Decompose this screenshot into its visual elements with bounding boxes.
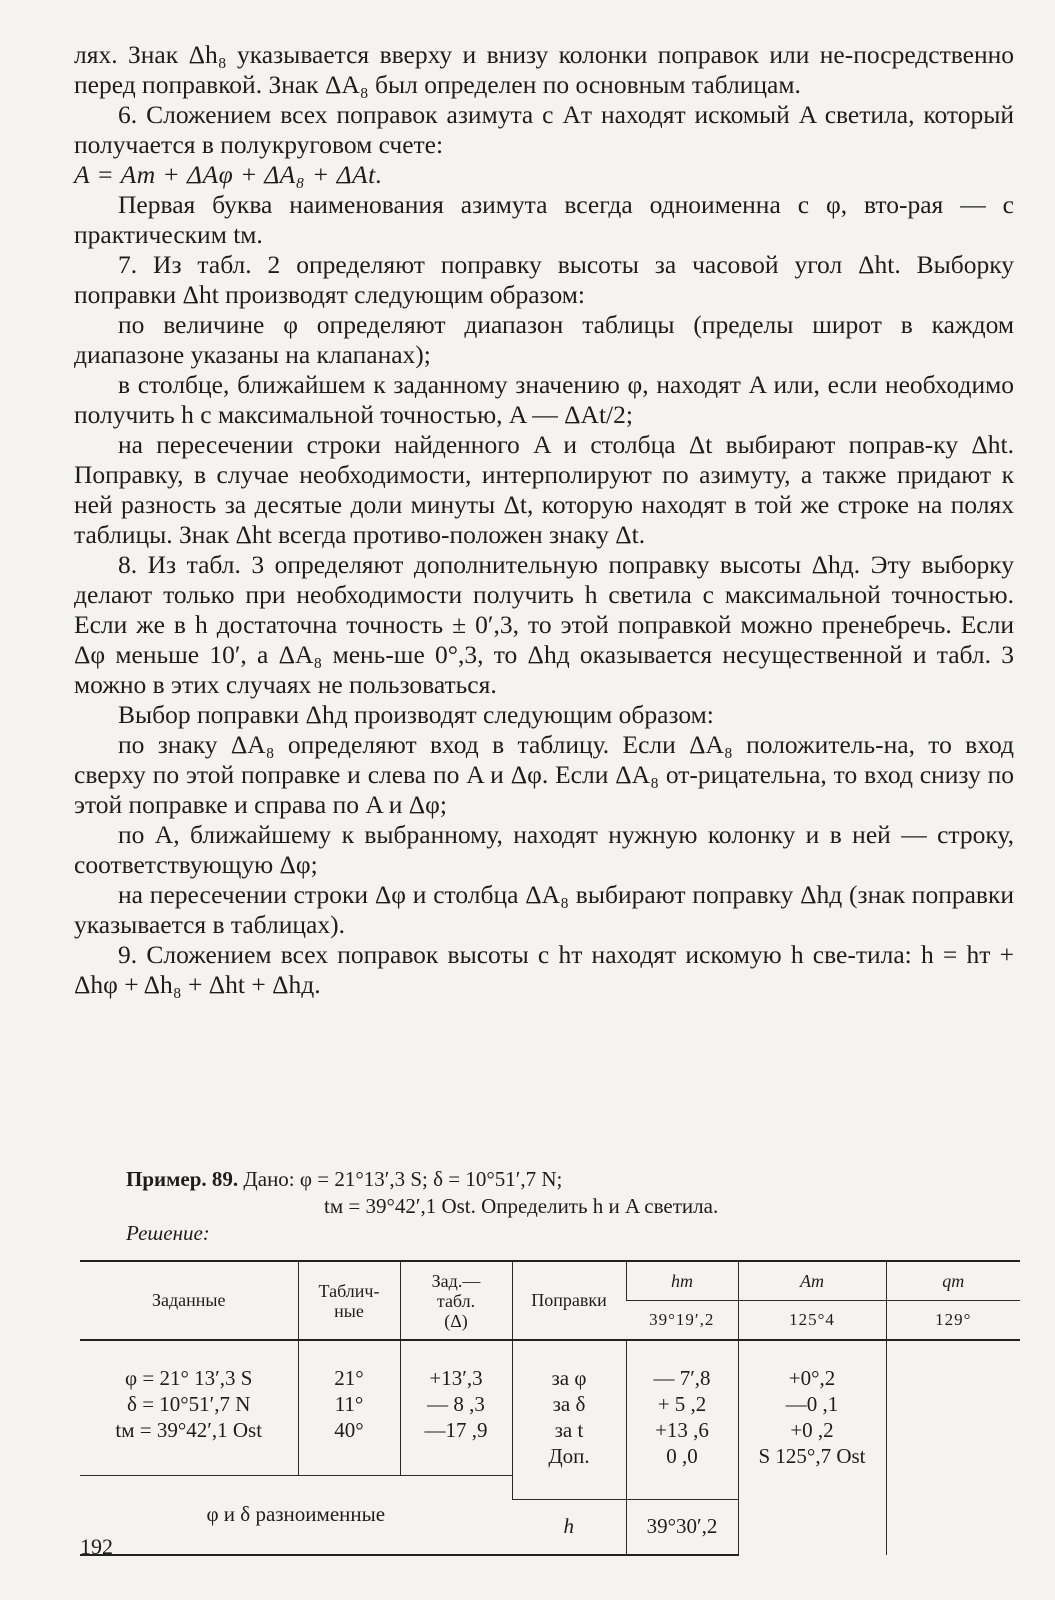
ht-cell (626, 1340, 738, 1475)
corrections-cell (512, 1340, 626, 1475)
spacer-cell (512, 1475, 626, 1500)
at-value: +0°,2 (788, 1366, 836, 1390)
header-qt: qт (886, 1261, 1020, 1301)
difference-value: — 8 ,3 (427, 1392, 485, 1416)
paragraph: по A, ближайшему к выбранному, находят нужную колонку и в ней — строку, соответствующую Δφ; (74, 820, 1014, 879)
given-cell (80, 1340, 298, 1475)
ht-value: +13 ,6 (655, 1418, 709, 1442)
page-number: 192 (80, 1534, 113, 1559)
difference-value: +13′,3 (429, 1366, 483, 1390)
subheader-ht: 39°19′,2 (626, 1301, 738, 1341)
at-cell (738, 1340, 886, 1555)
example-block (126, 1166, 718, 1247)
paragraph: 6. Сложением всех поправок азимута с Aт находят искомый A светила, который получается в полукруговом счете: (74, 100, 1014, 159)
correction-label: за t (554, 1418, 584, 1442)
ht-value: + 5 ,2 (657, 1392, 707, 1416)
subheader-qt: 129° (886, 1301, 1020, 1341)
paragraph: Первая буква наименования азимута всегда одноименна с φ, вто-рая — с практическим tм. (74, 190, 1014, 249)
header-at: Aт (738, 1261, 886, 1301)
header-given: Заданные (80, 1261, 298, 1340)
tabular-cell (298, 1340, 400, 1475)
header-ht: hт (626, 1261, 738, 1301)
note-cell: φ и δ разноименные (80, 1475, 512, 1555)
given-value: δ = 10°51′,7 N (127, 1392, 251, 1416)
tabular-value: 21° (334, 1366, 364, 1390)
correction-label: за φ (551, 1366, 587, 1390)
at-value: —0 ,1 (785, 1392, 839, 1416)
spacer-cell (626, 1475, 738, 1500)
header-corrections: Поправки (512, 1261, 626, 1340)
h-value: 39°30′,2 (626, 1500, 738, 1555)
given-value: φ = 21° 13′,3 S (125, 1366, 253, 1390)
example-given: Дано: φ = 21°13′,3 S; δ = 10°51′,7 N; (243, 1167, 563, 1191)
paragraph: 9. Сложением всех поправок высоты с hт находят искомую h све-тила: h = hт + Δhφ + Δh₈ + Δht + Δhд. (74, 940, 1014, 999)
paragraph: по величине φ определяют диапазон таблицы (пределы широт в каждом диапазоне указаны на клапанах); (74, 310, 1014, 369)
ht-value: — 7′,8 (653, 1366, 711, 1390)
correction-label: Доп. (548, 1444, 590, 1468)
ht-value: 0 ,0 (666, 1444, 698, 1468)
body-text (74, 40, 1014, 1000)
paragraph: 8. Из табл. 3 определяют дополнительную поправку высоты Δhд. Эту выборку делают только при необходимости получить h светила с максимальной точностью. Если же в h достаточна точность ± 0′,3, то этой поправкой можно пренебречь. Если Δφ меньше 10′, а ΔA₈ мень-ше 0°,3, то Δhд оказывается несущественной и табл. 3 можно в этих случаях не пользоваться. (74, 550, 1014, 699)
qt-cell (886, 1340, 1020, 1555)
paragraph: на пересечении строки Δφ и столбца ΔA₈ выбирают поправку Δhд (знак поправки указывается в таблицах). (74, 880, 1014, 939)
at-value: S 125°,7 Ost (758, 1444, 866, 1468)
solution-table (80, 1260, 1020, 1556)
at-value: +0 ,2 (790, 1418, 834, 1442)
given-value: tм = 39°42′,1 Ost (115, 1418, 263, 1442)
example-label: Пример. 89. (126, 1167, 239, 1191)
difference-cell (400, 1340, 512, 1475)
correction-label: за δ (552, 1392, 586, 1416)
tabular-value: 11° (334, 1392, 364, 1416)
tabular-value: 40° (334, 1418, 364, 1442)
formula: A = Aт + ΔAφ + ΔA₈ + ΔAt. (74, 160, 383, 189)
paragraph: Выбор поправки Δhд производят следующим образом: (118, 700, 714, 729)
paragraph: лях. Знак Δh₈ указывается вверху и внизу колонки поправок или не-посредственно перед поправкой. Знак ΔA₈ был определен по основным таблицам. (74, 40, 1014, 99)
solution-label: Решение: (126, 1221, 210, 1245)
paragraph: на пересечении строки найденного A и столбца Δt выбирают поправ-ку Δht. Поправку, в случае необходимости, интерполируют по азимуту, а также придают к ней разность за десятые доли минуты Δt, которую находят в той же строке на полях таблицы. Знак Δht всегда противо-положен знаку Δt. (74, 430, 1014, 549)
header-difference: Зад.— табл. (Δ) (400, 1261, 512, 1340)
h-label: h (512, 1500, 626, 1555)
paragraph: 7. Из табл. 2 определяют поправку высоты за часовой угол Δht. Выборку поправки Δht производят следующим образом: (74, 250, 1014, 309)
example-given-2: tм = 39°42′,1 Ost. Определить h и A светила. (324, 1194, 719, 1218)
paragraph: по знаку ΔA₈ определяют вход в таблицу. Если ΔA₈ положитель-на, то вход сверху по этой поправке и слева по A и Δφ. Если ΔA₈ от-рицательна, то вход снизу по этой поправке и справа по A и Δφ; (74, 730, 1014, 819)
subheader-at: 125°4 (738, 1301, 886, 1341)
paragraph: в столбце, ближайшем к заданному значению φ, находят A или, если необходимо получить h с максимальной точностью, A — ΔAt/2; (74, 370, 1014, 429)
difference-value: —17 ,9 (424, 1418, 488, 1442)
header-tabular: Таблич- ные (298, 1261, 400, 1340)
